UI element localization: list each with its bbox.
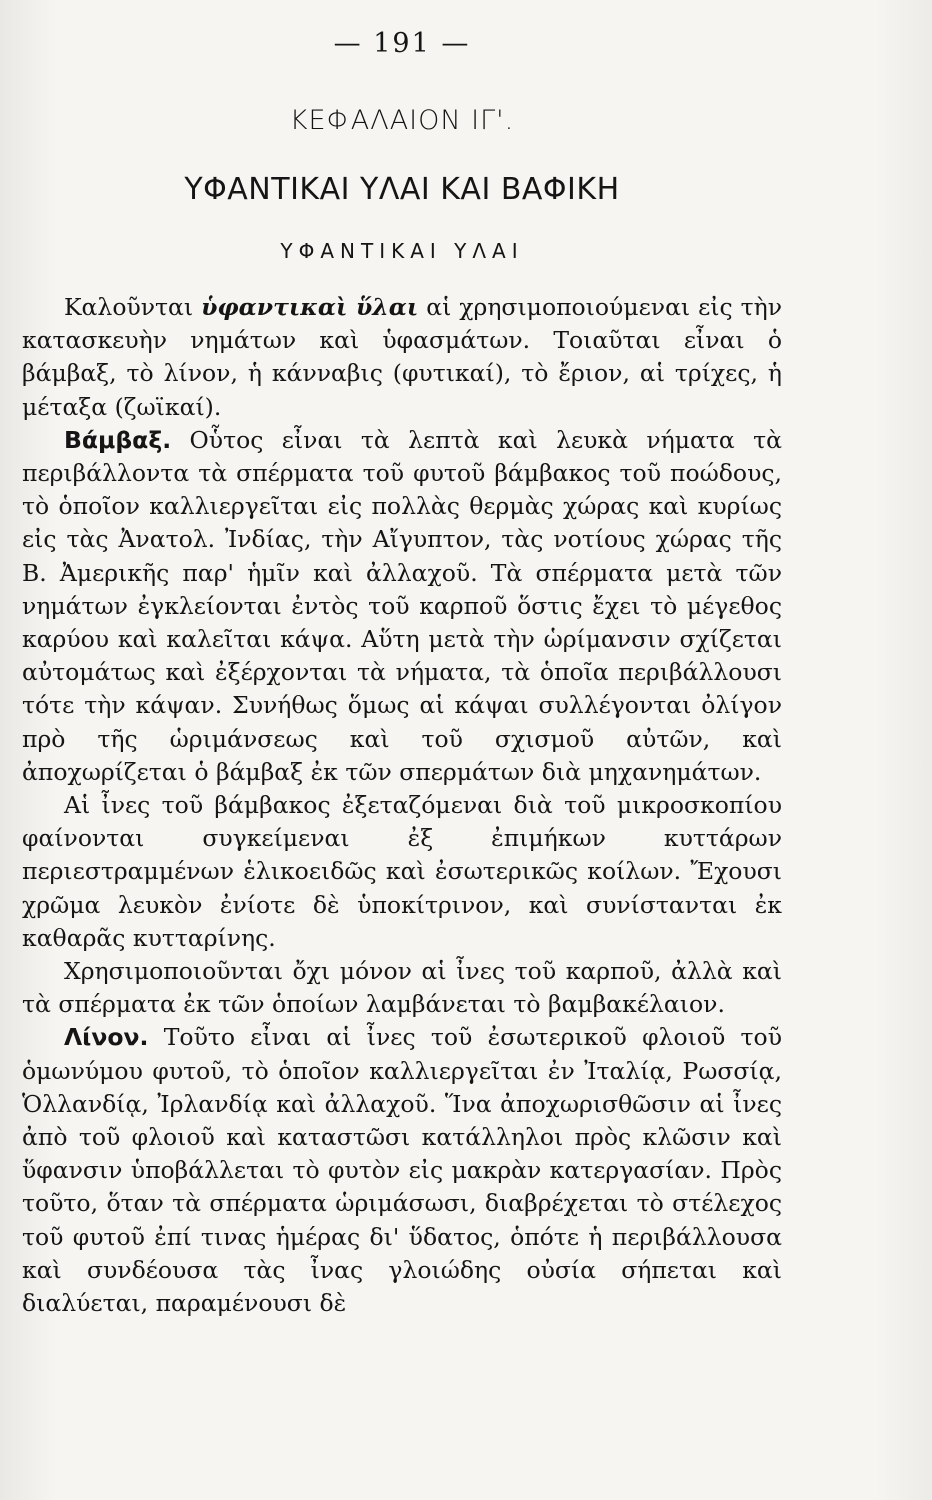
paragraph-text: αἱ χρησιμοποιούμεναι εἰς τὴν κατασκευὴν νημάτων καὶ ὑφασμάτων. Τοιαῦται εἶναι ὁ βάμβαξ, τὸ λίνον, ἡ κάνναβις (φυτικαί), τὸ ἔριον, αἱ τρίχες, ἡ μέταξα (ζωϊκαί).: [22, 293, 783, 421]
paragraph-text: Καλοῦνται: [64, 293, 202, 321]
paragraph-text: Οὗτος εἶναι τὰ λεπτὰ καὶ λευκὰ νήματα τὰ περιβάλλοντα τὰ σπέρματα τοῦ φυτοῦ βάμβακος τοῦ ποώδους, τὸ ὁποῖον καλλιεργεῖται εἰς πολλὰς θερμὰς χώρας καὶ κυρίως εἰς τὰς Ἀνατολ. Ἰνδίας, τὴν Αἴγυπτον, τὰς νοτίους χώρας τῆς Β. Ἀμερικῆς παρ' ἡμῖν καὶ ἀλλαχοῦ. Τὰ σπέρματα μετὰ τῶν νημάτων ἐγκλείονται ἐντὸς τοῦ καρποῦ ὅστις ἔχει τὸ μέγεθος καρύου καὶ καλεῖται κάψα. Αὕτη μετὰ τὴν ὡρίμανσιν σχίζεται αὐτομάτως καὶ ἐξέρχονται τὰ νήματα, τὰ ὁποῖα περιβάλλουσι τότε τὴν κάψαν. Συνήθως ὅμως αἱ κάψαι συλλέγονται ὀλίγον πρὸ τῆς ὡριμάνσεως καὶ τοῦ σχισμοῦ αὐτῶν, καὶ ἀποχωρίζεται ὁ βάμβαξ ἐκ τῶν σπερμάτων διὰ μηχανημάτων.: [22, 425, 782, 786]
page-number: — 191 —: [333, 28, 471, 59]
paragraph-flax: [22, 1021, 782, 1320]
term-textile-materials: ὑφαντικαὶ ὕλαι: [201, 293, 419, 321]
term-flax: Λίνον.: [64, 1023, 149, 1052]
section-title: ΥΦΑΝΤΙΚΑΙ ΥΛΑΙ: [280, 239, 524, 263]
chapter-heading: ΚΕΦΑΛΑΙΟΝ ΙΓ'.: [289, 105, 515, 136]
paragraph-text: Τοῦτο εἶναι αἱ ἶνες τοῦ ἐσωτερικοῦ φλοιοῦ τοῦ ὁμωνύμου φυτοῦ, τὸ ὁποῖον καλλιεργεῖται ἐν Ἰταλίᾳ, Ρωσσίᾳ, Ὁλλανδίᾳ, Ἰρλανδίᾳ καὶ ἀλλαχοῦ. Ἵνα ἀποχωρισθῶσιν αἱ ἶνες ἀπὸ τοῦ φλοιοῦ καὶ καταστῶσι κατάλληλοι πρὸς κλῶσιν καὶ ὕφανσιν ὑποβάλλεται τὸ φυτὸν εἰς μακρὰν κατεργασίαν. Πρὸς τοῦτο, ὅταν τὰ σπέρματα ὡριμάσωσι, διαβρέχεται τὸ στέλεχος τοῦ φυτοῦ ἐπί τινας ἡμέρας δι' ὕδατος, ὁπότε ἡ περιβάλλουσα καὶ συνδέουσα τὰς ἶνας γλοιώδης οὐσία σήπεται καὶ διαλύεται, παραμένουσι δὲ: [22, 1023, 782, 1318]
paragraph-cotton-uses: Χρησιμοποιοῦνται ὄχι μόνον αἱ ἶνες τοῦ καρποῦ, ἀλλὰ καὶ τὰ σπέρματα ἐκ τῶν ὁποίων λαμβάνεται τὸ βαμβακέλαιον.: [22, 957, 782, 1019]
paragraph-cotton-fibers: Αἱ ἶνες τοῦ βάμβακος ἐξεταζόμεναι διὰ τοῦ μικροσκοπίου φαίνονται συγκείμεναι ἐξ ἐπιμήκων κυττάρων περιεστραμμένων ἑλικοειδῶς καὶ ἐσωτερικῶς κοίλων. Ἔχουσι χρῶμα λευκὸν ἐνίοτε δὲ ὑποκίτρινον, καὶ συνίστανται ἐκ καθαρᾶς κυτταρίνης.: [22, 791, 782, 952]
term-cotton: Βάμβαξ.: [64, 425, 172, 454]
paragraph-cotton: [22, 424, 782, 789]
paragraph-textile-materials: [22, 291, 782, 424]
main-title: ΥΦΑΝΤΙΚΑΙ ΥΛΑΙ ΚΑΙ ΒΑΦΙΚΗ: [184, 172, 620, 207]
